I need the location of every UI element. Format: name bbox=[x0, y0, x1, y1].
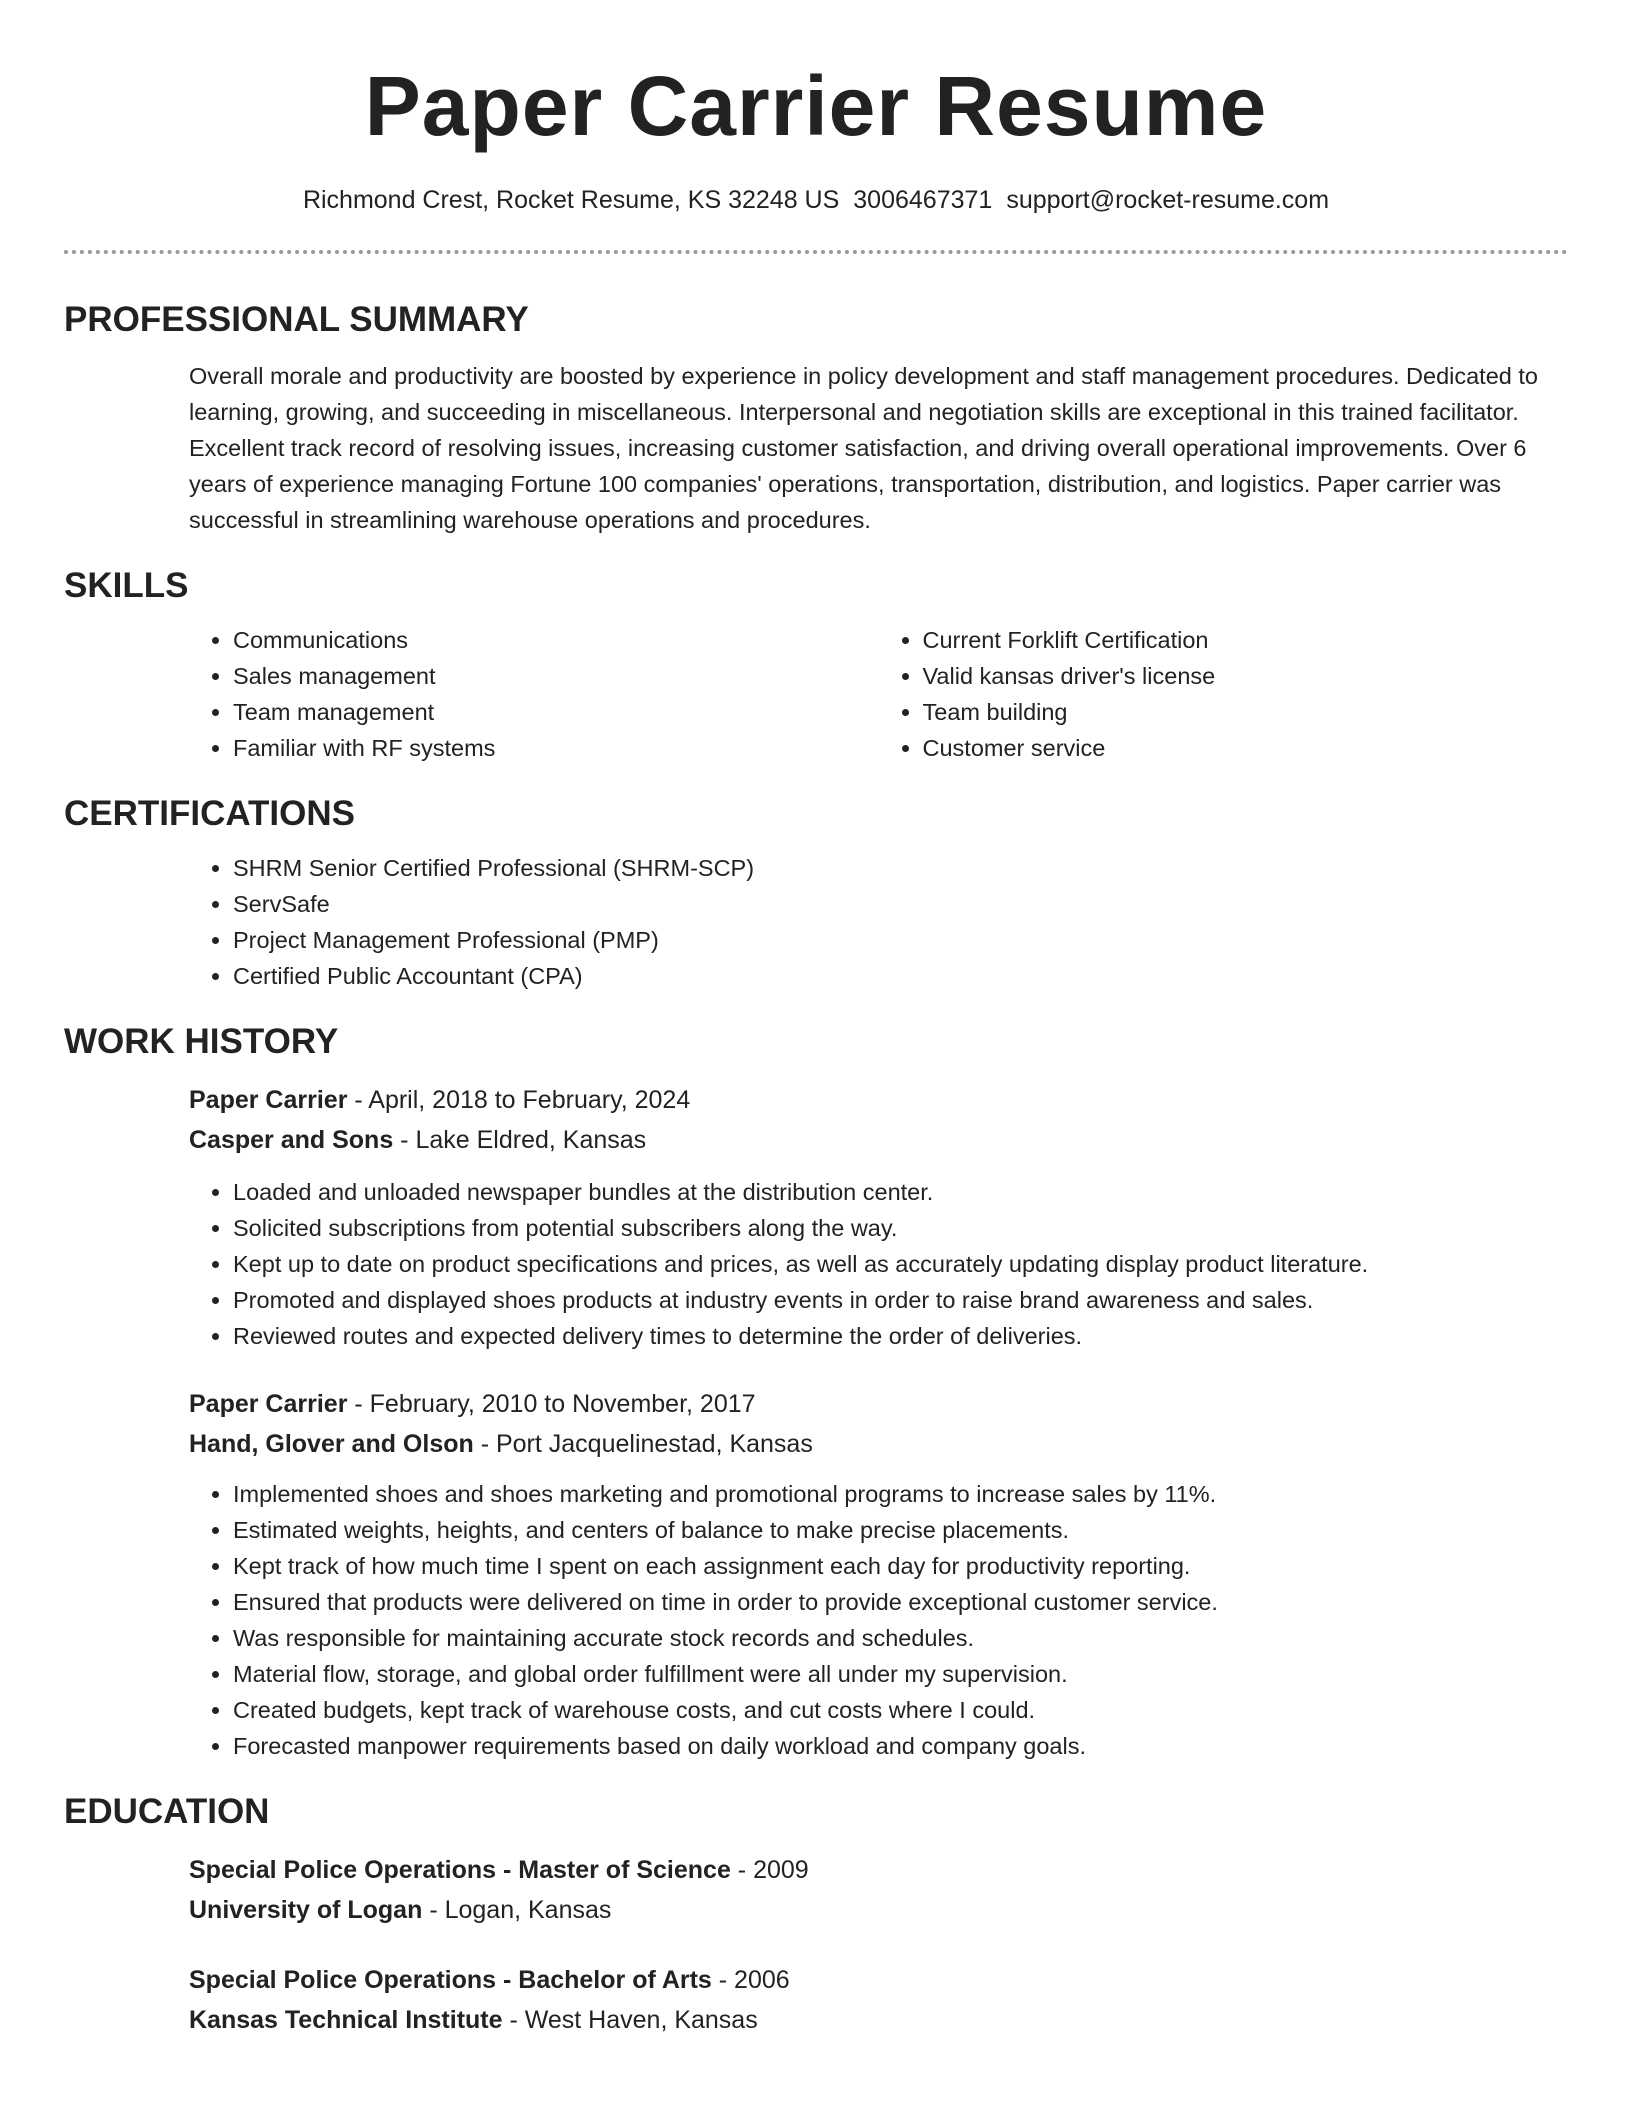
work-history-heading: WORK HISTORY bbox=[64, 1022, 339, 1061]
degree-year: - 2006 bbox=[711, 1966, 790, 1994]
job-duty: • Promoted and displayed shoes products at industry events in order to raise brand awareness and sales. bbox=[233, 1282, 1568, 1318]
skill-item: • Customer service bbox=[923, 730, 1569, 766]
job-location: - Port Jacquelinestad, Kansas bbox=[473, 1430, 813, 1458]
job-company-line bbox=[189, 1424, 1568, 1464]
certifications-section bbox=[64, 792, 1568, 994]
degree-line bbox=[189, 1850, 1568, 1890]
summary-heading: PROFESSIONAL SUMMARY bbox=[64, 300, 529, 339]
job-duty: • Created budgets, kept track of warehouse costs, and cut costs where I could. bbox=[233, 1692, 1568, 1728]
job-duty: • Loaded and unloaded newspaper bundles at the distribution center. bbox=[233, 1174, 1568, 1210]
contact-email[interactable]: support@rocket-resume.com bbox=[1006, 186, 1330, 214]
job-duty: • Kept up to date on product specifications and prices, as well as accurately updating display product literature. bbox=[233, 1246, 1568, 1282]
job-company: Casper and Sons bbox=[189, 1126, 394, 1154]
job-entry bbox=[189, 1384, 1568, 1764]
skill-item: • Familiar with RF systems bbox=[233, 730, 879, 766]
job-title-line bbox=[189, 1384, 1568, 1424]
skills-heading: SKILLS bbox=[64, 566, 189, 605]
job-dates: - February, 2010 to November, 2017 bbox=[347, 1390, 756, 1418]
job-duty: • Forecasted manpower requirements based on daily workload and company goals. bbox=[233, 1728, 1568, 1764]
degree-name: Special Police Operations - Master of Science bbox=[189, 1856, 731, 1884]
job-duty: • Kept track of how much time I spent on each assignment each day for productivity reporting. bbox=[233, 1548, 1568, 1584]
degree-line bbox=[189, 1960, 1568, 2000]
skill-item: • Team management bbox=[233, 694, 879, 730]
job-location: - Lake Eldred, Kansas bbox=[393, 1126, 647, 1154]
skill-item: • Team building bbox=[923, 694, 1569, 730]
skills-list-right bbox=[879, 622, 1569, 766]
school-location: - West Haven, Kansas bbox=[502, 2006, 758, 2034]
school-name: University of Logan bbox=[189, 1896, 423, 1924]
school-line bbox=[189, 1890, 1568, 1930]
education-section bbox=[64, 1790, 1568, 2040]
degree-name: Special Police Operations - Bachelor of Arts bbox=[189, 1966, 712, 1994]
education-entry bbox=[189, 1960, 1568, 2040]
job-duty: • Implemented shoes and shoes marketing and promotional programs to increase sales by 11%. bbox=[233, 1476, 1568, 1512]
skills-grid bbox=[189, 622, 1568, 766]
job-role: Paper Carrier bbox=[189, 1086, 348, 1114]
work-history-section bbox=[64, 1020, 1568, 1764]
education-heading: EDUCATION bbox=[64, 1792, 270, 1831]
certifications-heading: CERTIFICATIONS bbox=[64, 794, 356, 833]
job-dates: - April, 2018 to February, 2024 bbox=[347, 1086, 691, 1114]
certification-item: • ServSafe bbox=[233, 886, 1568, 922]
education-entry bbox=[189, 1850, 1568, 1930]
school-location: - Logan, Kansas bbox=[422, 1896, 612, 1924]
job-duties-list bbox=[189, 1476, 1568, 1764]
skill-item: • Communications bbox=[233, 622, 879, 658]
job-company: Hand, Glover and Olson bbox=[189, 1430, 474, 1458]
school-line bbox=[189, 2000, 1568, 2040]
contact-line bbox=[0, 184, 1632, 216]
job-duties-list bbox=[189, 1174, 1568, 1354]
skill-item: • Sales management bbox=[233, 658, 879, 694]
job-duty: • Was responsible for maintaining accurate stock records and schedules. bbox=[233, 1620, 1568, 1656]
certifications-list bbox=[189, 850, 1568, 994]
job-duty: • Estimated weights, heights, and centers of balance to make precise placements. bbox=[233, 1512, 1568, 1548]
job-company-line bbox=[189, 1120, 1568, 1160]
certification-item: • Project Management Professional (PMP) bbox=[233, 922, 1568, 958]
skills-section bbox=[64, 564, 1568, 766]
job-entry bbox=[189, 1080, 1568, 1354]
school-name: Kansas Technical Institute bbox=[189, 2006, 503, 2034]
job-duty: • Ensured that products were delivered on time in order to provide exceptional customer service. bbox=[233, 1584, 1568, 1620]
skills-list-left bbox=[189, 622, 879, 766]
job-duty: • Reviewed routes and expected delivery times to determine the order of deliveries. bbox=[233, 1318, 1568, 1354]
job-duty: • Solicited subscriptions from potential subscribers along the way. bbox=[233, 1210, 1568, 1246]
certification-item: • SHRM Senior Certified Professional (SHRM-SCP) bbox=[233, 850, 1568, 886]
job-role: Paper Carrier bbox=[189, 1390, 348, 1418]
degree-year: - 2009 bbox=[730, 1856, 809, 1884]
job-duty: • Material flow, storage, and global order fulfillment were all under my supervision. bbox=[233, 1656, 1568, 1692]
skill-item: • Current Forklift Certification bbox=[923, 622, 1569, 658]
skill-item: • Valid kansas driver's license bbox=[923, 658, 1569, 694]
header-divider bbox=[64, 250, 1568, 254]
contact-phone: 3006467371 bbox=[853, 186, 993, 214]
contact-address: Richmond Crest, Rocket Resume, KS 32248 US bbox=[302, 186, 840, 214]
summary-text: Overall morale and productivity are boosted by experience in policy development and staff management procedures. Dedicated to learning, growing, and succeeding in miscellaneous. Interpersonal and negotiation skills are exceptional in this trained facilitator. Excellent track record of resolving issues, increasing customer satisfaction, and driving overall operational improvements. Over 6 years of experience managing Fortune 100 companies' operations, transportation, distribution, and logistics. Paper carrier was successful in streamlining warehouse operations and procedures. bbox=[189, 363, 1538, 533]
resume-title: Paper Carrier Resume bbox=[364, 59, 1268, 153]
summary-section bbox=[64, 298, 1568, 538]
certification-item: • Certified Public Accountant (CPA) bbox=[233, 958, 1568, 994]
job-title-line bbox=[189, 1080, 1568, 1120]
